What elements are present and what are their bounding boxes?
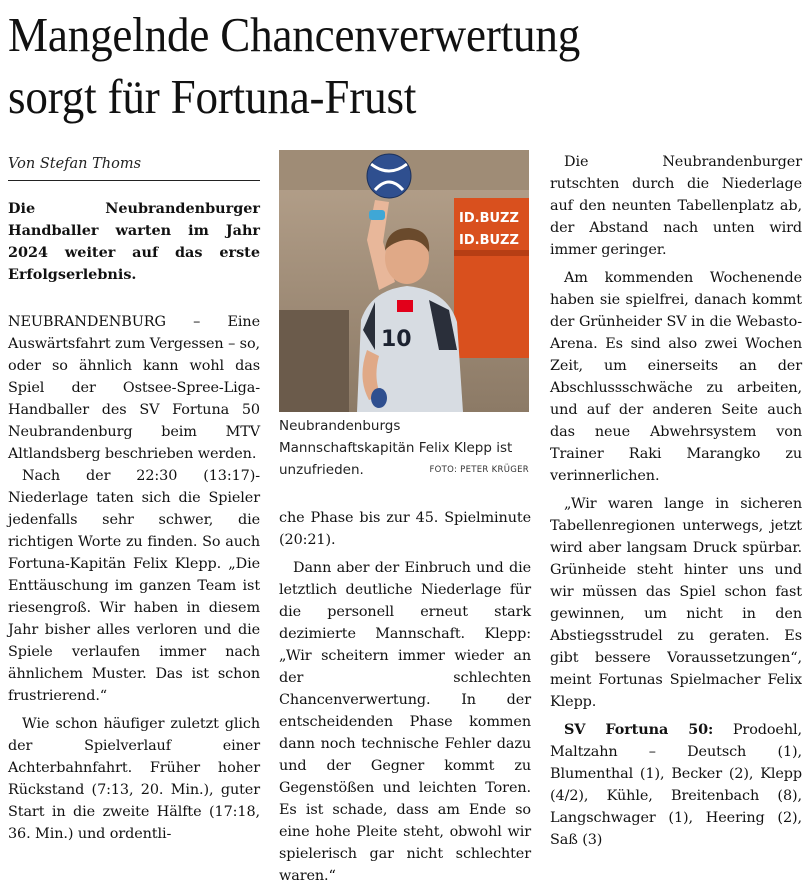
handball-player-photo	[279, 150, 529, 412]
lineup-team: SV Fortuna 50:	[564, 721, 714, 738]
col1-paragraph-2: Nach der 22:30 (13:17)-Niederlage taten sich die Spieler jedenfalls sehr schwer, die richtigen Worte zu finden. So auch Fortuna-Kapitän Felix Klepp. „Die Enttäuschung im ganzen Team ist riesengroß. Wir haben in diesem Jahr bisher alles verloren und die Spiele verlaufen immer nach ähnlichem Muster. Das ist schon frustrierend.“	[8, 468, 260, 704]
col3-paragraph-1: Die Neubrandenburger rutschten durch die Niederlage auf den neunten Tabellenplatz ab, der Abstand nach unten wird immer geringer.	[550, 154, 802, 258]
photo-caption	[279, 415, 529, 481]
headline-line-2: sorgt für Fortuna-Frust	[8, 69, 417, 124]
col3-paragraph-3: „Wir waren lange in sicheren Tabellenregionen unterwegs, jetzt wird aber langsam Druck spürbar. Grünheide steht hinter uns und wir müssen das Spiel schon fast gewinnen, um nicht in den Abstiegsstrudel zu geraten. Es gibt bessere Voraussetzungen“, meint Fortunas Spielmacher Felix Klepp.	[550, 496, 802, 710]
col2-paragraph-2: Dann aber der Einbruch und die letztlich deutliche Niederlage für die personell erneut stark dezimierte Mannschaft. Klepp: „Wir scheitern immer wieder an der schlechten Chancenverwertung. In der entscheidenden Phase kommen dann noch technische Fehler dazu und der Gegner kommt zu Gegenstößen und leichten Toren. Es ist schade, dass am Ende so eine hohe Pleite steht, obwohl wir spielerisch gar nicht schlechter waren.“	[279, 560, 531, 884]
banner-text-2: ID.BUZZ	[459, 233, 519, 248]
jersey-number: 10	[381, 327, 412, 352]
column-2	[279, 507, 531, 887]
lineup	[550, 719, 802, 851]
headline	[8, 4, 744, 128]
column-3	[550, 151, 802, 851]
column-1	[8, 311, 260, 845]
article-photo	[279, 150, 529, 412]
handball-ball	[367, 154, 411, 198]
col1-paragraph-3: Wie schon häufiger zuletzt glich der Spielverlauf einer Achterbahnfahrt. Früher hoher Rückstand (7:13, 20. Min.), guter Start in die zweite Hälfte (17:18, 36. Min.) und ordentli-	[8, 716, 260, 842]
headline-line-1: Mangelnde Chancenverwertung	[8, 7, 581, 62]
lineup-players: Prodoehl, Maltzahn – Deutsch (1), Blumenthal (1), Becker (2), Klepp (4/2), Kühle, Breitenbach (8), Langschwager (1), Heering (2), Saß (3)	[550, 722, 802, 848]
col1-paragraph-1: NEUBRANDENBURG – Eine Auswärtsfahrt zum Vergessen – so, oder so ähnlich kann wohl das Spiel der Ostsee-Spree-Liga-Handballer des SV Fortuna 50 Neubrandenburg beim MTV Altlandsberg beschrieben werden.	[8, 314, 260, 462]
lead-paragraph: Die Neubrandenburger Handballer warten im Jahr 2024 weiter auf das erste Erfolgserlebnis.	[8, 200, 260, 283]
byline-divider	[8, 180, 260, 181]
byline: Von Stefan Thoms	[8, 156, 142, 172]
col3-paragraph-2: Am kommenden Wochenende haben sie spielfrei, danach kommt der Grünheider SV in die Webasto-Arena. Es sind also zwei Wochen Zeit, um einerseits an der Abschlussschwäche zu arbeiten, und auf der anderen Seite auch das neue Abwehrsystem von Trainer Raki Marangko zu verinnerlichen.	[550, 270, 802, 484]
col2-paragraph-1: che Phase bis zur 45. Spielminute (20:21).	[279, 510, 531, 548]
photo-credit: FOTO: PETER KRÜGER	[429, 465, 529, 475]
banner-text-1: ID.BUZZ	[459, 211, 519, 226]
caption-text: Neubrandenburgs Mannschaftskapitän Felix Klepp ist unzufrieden.	[279, 418, 513, 478]
